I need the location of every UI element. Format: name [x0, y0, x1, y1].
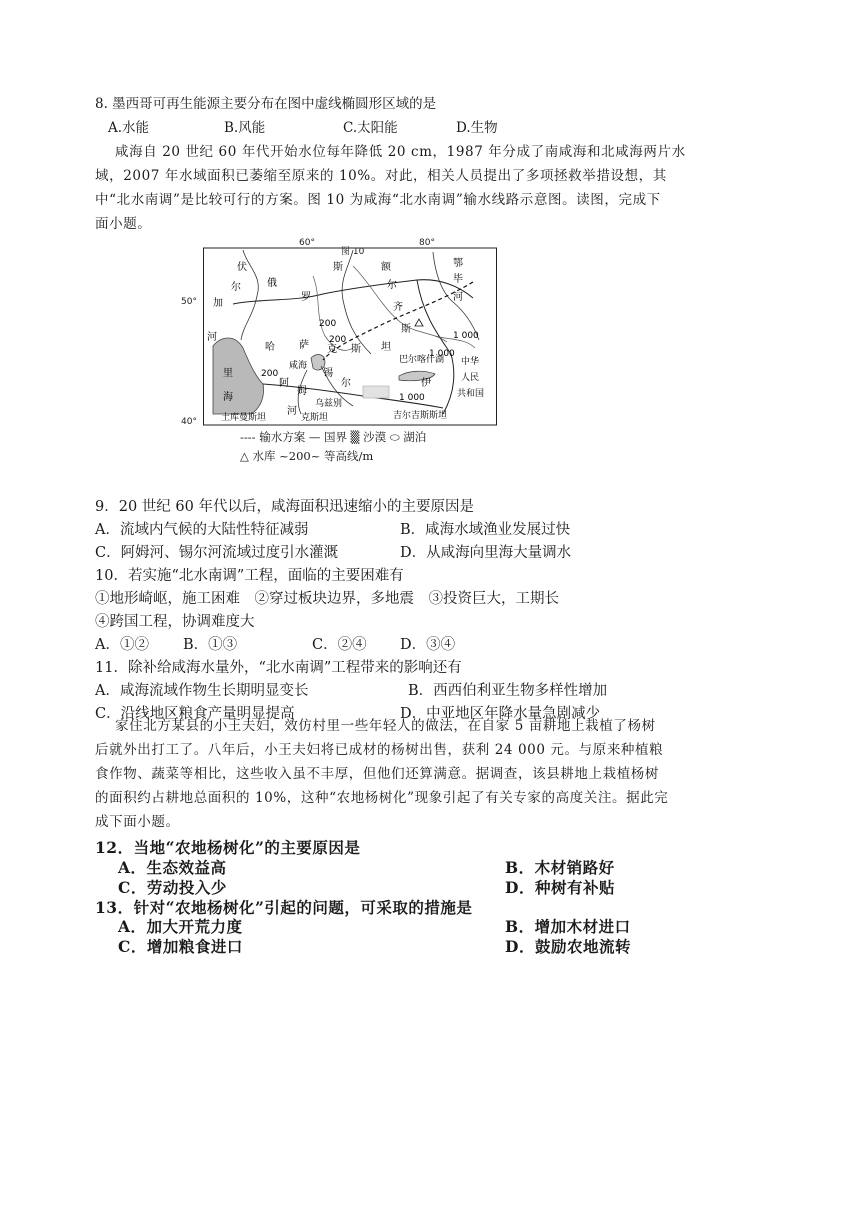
q8-option-b: B.风能 [224, 120, 266, 136]
map-label-qi: 齐 [393, 302, 403, 313]
q8-option-d: D.生物 [456, 120, 498, 136]
aral-sea-map [181, 236, 497, 427]
map-lat-50: 50° [181, 297, 197, 307]
passage2-line1: 家住北方某县的小王夫妇，效仿村里一些年轻人的做法，在自家 5 亩耕地上栽植了杨树 [115, 718, 656, 734]
map-label-si: 斯 [333, 262, 343, 273]
map-label-si2: 斯 [351, 344, 361, 355]
map-legend-line2: △ 水库 ~200~ 等高线/m [240, 449, 374, 463]
map-label-ei: 额 [381, 262, 391, 273]
map-lon-60: 60° [299, 238, 315, 248]
map-label-he: 河 [207, 332, 217, 343]
map-label-li: 里 [223, 368, 233, 379]
contour-label-200a: 200 [319, 319, 337, 329]
q13-option-a: A．加大开荒力度 [118, 917, 243, 936]
map-label-a: 阿 [279, 378, 289, 389]
map-lon-80: 80° [419, 238, 435, 248]
map-label-china-1: 中华 [461, 357, 480, 367]
q10-option-c: C．②④ [312, 637, 367, 653]
q12-stem: 12．当地“农地杨树化”的主要原因是 [95, 838, 361, 857]
q12-option-d: D．种树有补贴 [505, 878, 615, 897]
q10-option-a: A．①② [95, 637, 149, 653]
map-label-mu: 姆 [297, 386, 307, 397]
q12-option-b: B．木材销路好 [505, 858, 615, 877]
q11-option-b: B．西西伯利亚生物多样性增加 [408, 683, 608, 699]
q9-option-c: C．阿姆河、锡尔河流域过度引水灌溉 [95, 545, 339, 561]
map-label-er: 尔 [231, 282, 241, 293]
map-label-kyrgyzstan: 吉尔吉斯斯坦 [393, 411, 448, 421]
q10-option-b: B．①③ [183, 637, 238, 653]
map-label-china-3: 共和国 [457, 389, 485, 399]
map-label-erq: 尔 [387, 280, 397, 291]
map-label-si3: 斯 [401, 324, 411, 335]
passage2-line5: 成下面小题。 [95, 814, 180, 830]
passage1-line1: 咸海自 20 世纪 60 年代开始水位每年降低 20 cm，1987 年分成了南咸海和北咸海两片水 [115, 144, 686, 160]
map-label-ke: 克 [327, 344, 337, 355]
desert-area [363, 386, 389, 398]
q11-option-a: A．咸海流域作物生长期明显变长 [95, 683, 309, 699]
q12-option-c: C．劳动投入少 [118, 878, 227, 897]
passage2-line4: 的面积约占耕地总面积的 10%，这种“农地杨树化”现象引起了有关专家的高度关注。据此完 [95, 790, 669, 806]
q10-statements-1: ①地形崎岖，施工困难 ②穿过板块边界，多地震 ③投资巨大，工期长 [95, 591, 559, 607]
q9-option-a: A．流域内气候的大陆性特征减弱 [95, 522, 309, 538]
map-label-balkhash: 巴尔喀什湖 [399, 355, 445, 365]
map-label-uzbek: 乌兹别 [315, 399, 343, 409]
q11-stem: 11．除补给咸海水量外，“北水南调”工程带来的影响还有 [95, 660, 462, 676]
q9-stem: 9．20 世纪 60 年代以后，咸海面积迅速缩小的主要原因是 [95, 499, 474, 515]
map-label-turkmenistan: 土库曼斯坦 [221, 413, 267, 423]
map-label-yili: 伊 [421, 378, 431, 389]
map-label-e: 俄 [267, 278, 277, 289]
q9-option-d: D．从咸海向里海大量调水 [400, 545, 572, 561]
contour-label-200c: 200 [261, 369, 279, 379]
contour-label-1000a: 1 000 [453, 331, 479, 341]
passage1-line2: 域，2007 年水域面积已萎缩至原来的 10%。对此，相关人员提出了多项拯救举措设想，其 [95, 168, 667, 184]
map-label-sa: 萨 [299, 340, 309, 351]
passage1-line4: 面小题。 [95, 216, 152, 232]
passage2-line3: 食作物、蔬菜等相比，这些收入虽不丰厚，但他们还算满意。据调查，该县耕地上栽植杨树 [95, 766, 659, 782]
q10-statements-2: ④跨国工程，协调难度大 [95, 614, 255, 630]
map-label-hai: 海 [223, 392, 233, 403]
passage1-line3: 中“北水南调”是比较可行的方案。图 10 为咸海“北水南调”输水线路示意图。读图，完成下 [95, 192, 661, 208]
q13-option-c: C．增加粮食进口 [118, 937, 243, 956]
contour-label-1000c: 1 000 [399, 393, 425, 403]
q8-option-a: A.水能 [108, 120, 150, 136]
q10-option-d: D．③④ [400, 637, 456, 653]
q11-option-d: D．中亚地区年降水量急剧减少 [400, 706, 601, 722]
map-title: 图 10 [341, 247, 365, 257]
q13-option-b: B．增加木材进口 [505, 917, 631, 936]
map-label-e2: 鄂 [453, 258, 463, 269]
q13-stem: 13．针对“农地杨树化”引起的问题，可采取的措施是 [95, 898, 473, 917]
q9-option-b: B．咸海水域渔业发展过快 [400, 522, 571, 538]
map-label-tan: 坦 [381, 342, 391, 353]
contour-label-1000b: 1 000 [429, 349, 455, 359]
map-label-he3: 河 [287, 406, 297, 417]
map-lat-40: 40° [181, 417, 197, 427]
map-label-fu: 伏 [237, 262, 247, 273]
map-legend-line1: ---- 输水方案 — 国界 ▒ 沙漠 ⬭ 湖泊 [240, 430, 427, 444]
q13-option-d: D．鼓励农地流转 [505, 937, 631, 956]
map-label-luo: 罗 [301, 292, 311, 303]
passage2-line2: 后就外出打工了。八年后，小王夫妇将已成材的杨树出售，获利 24 000 元。与原来种植粮 [95, 742, 664, 758]
contour-label-200b: 200 [329, 335, 347, 345]
q8-option-c: C.太阳能 [343, 120, 398, 136]
map-label-ha: 哈 [265, 342, 275, 353]
map-label-er2: 尔 [341, 378, 351, 389]
map-label-kesitan: 克斯坦 [301, 413, 329, 423]
q11-option-c: C．沿线地区粮食产量明显提高 [95, 706, 295, 722]
q10-stem: 10．若实施“北水南调”工程，面临的主要困难有 [95, 568, 404, 584]
q8-stem: 8. 墨西哥可再生能源主要分布在图中虚线椭圆形区域的是 [95, 96, 437, 112]
map-label-xi: 锡 [323, 368, 333, 379]
map-label-he2: 河 [453, 292, 463, 303]
map-label-china-2: 人民 [461, 373, 480, 383]
q12-option-a: A．生态效益高 [118, 858, 227, 877]
map-label-jia: 加 [213, 298, 223, 309]
map-label-bi: 毕 [453, 274, 463, 285]
map-label-xianhai: 咸海 [289, 361, 308, 371]
